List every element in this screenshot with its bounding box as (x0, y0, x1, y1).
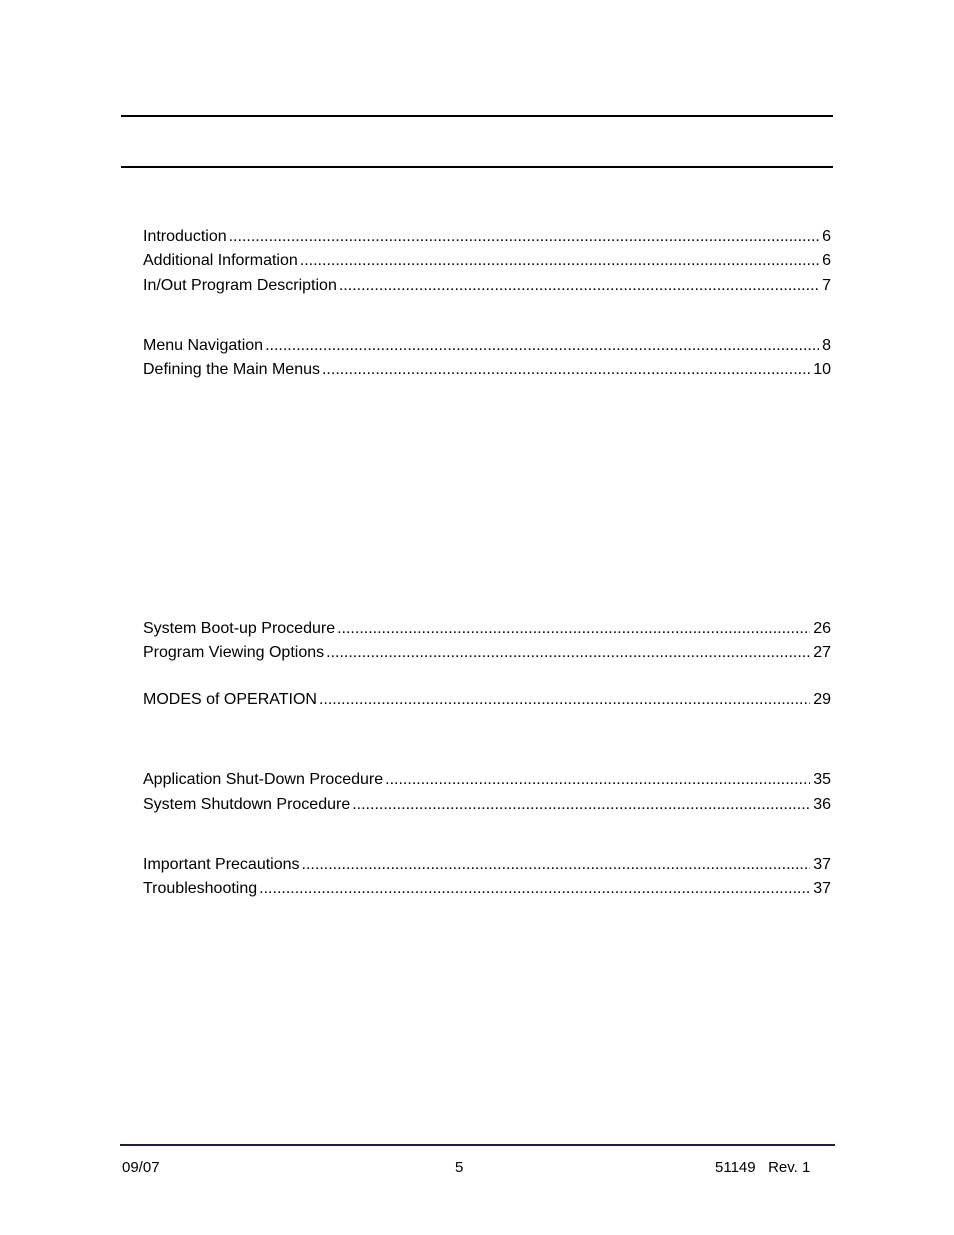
toc-leader-dots (385, 770, 810, 790)
toc-entry-title: Application Shut-Down Procedure (143, 771, 384, 788)
toc-entry-page: 10 (813, 361, 831, 378)
toc-entry-page: 6 (822, 228, 831, 245)
toc-entry-page: 26 (813, 620, 831, 637)
toc-leader-dots (322, 360, 810, 380)
toc-entry-system-shutdown-procedure[interactable] (143, 795, 831, 815)
toc-entry-page: 27 (813, 644, 831, 661)
toc-entry-title: Defining the Main Menus (143, 361, 320, 378)
toc-leader-dots (339, 276, 819, 296)
toc-entry-page: 8 (822, 337, 831, 354)
footer-page-number: 5 (455, 1159, 464, 1176)
toc-entry-title: Introduction (143, 228, 227, 245)
toc-entry-title: Troubleshooting (143, 880, 258, 897)
toc-entry-important-precautions[interactable] (143, 855, 831, 875)
toc-entry-page: 35 (813, 771, 831, 788)
toc-leader-dots (302, 855, 811, 875)
toc-entry-application-shut-down-procedure[interactable] (143, 770, 831, 790)
toc-entry-introduction[interactable] (143, 227, 831, 247)
toc-entry-additional-information[interactable] (143, 251, 831, 271)
toc-entry-title: System Boot-up Procedure (143, 620, 336, 637)
toc-entry-page: 6 (822, 252, 831, 269)
toc-entry-title: In/Out Program Description (143, 277, 337, 294)
toc-entry-in-out-program-description[interactable] (143, 276, 831, 296)
toc-entry-title: System Shutdown Procedure (143, 796, 351, 813)
toc-entry-page: 7 (822, 277, 831, 294)
footer-rule (120, 1144, 835, 1146)
toc-entry-defining-the-main-menus[interactable] (143, 360, 831, 380)
toc-leader-dots (300, 251, 819, 271)
toc-entry-title: Program Viewing Options (143, 644, 325, 661)
header-rule-bottom (121, 166, 833, 168)
toc-entry-page: 37 (813, 856, 831, 873)
toc-entry-title: Menu Navigation (143, 337, 264, 354)
toc-entry-title: Important Precautions (143, 856, 300, 873)
header-rule-top (121, 115, 833, 117)
toc-leader-dots (352, 795, 810, 815)
toc-entry-troubleshooting[interactable] (143, 879, 831, 899)
toc-entry-modes-of-operation[interactable] (143, 690, 831, 710)
toc-entry-page: 37 (813, 880, 831, 897)
toc-leader-dots (326, 643, 810, 663)
toc-leader-dots (319, 690, 810, 710)
toc-entry-title: Additional Information (143, 252, 298, 269)
toc-entry-title: MODES of OPERATION (143, 691, 317, 708)
toc-leader-dots (337, 619, 810, 639)
toc-leader-dots (259, 879, 810, 899)
toc-entry-system-boot-up-procedure[interactable] (143, 619, 831, 639)
toc-entry-page: 36 (813, 796, 831, 813)
toc-leader-dots (265, 336, 819, 356)
toc-entry-page: 29 (813, 691, 831, 708)
footer-date: 09/07 (122, 1159, 160, 1176)
toc-entry-program-viewing-options[interactable] (143, 643, 831, 663)
toc-leader-dots (229, 227, 819, 247)
toc-entry-menu-navigation[interactable] (143, 336, 831, 356)
footer-document-revision: 51149 Rev. 1 (715, 1159, 811, 1176)
